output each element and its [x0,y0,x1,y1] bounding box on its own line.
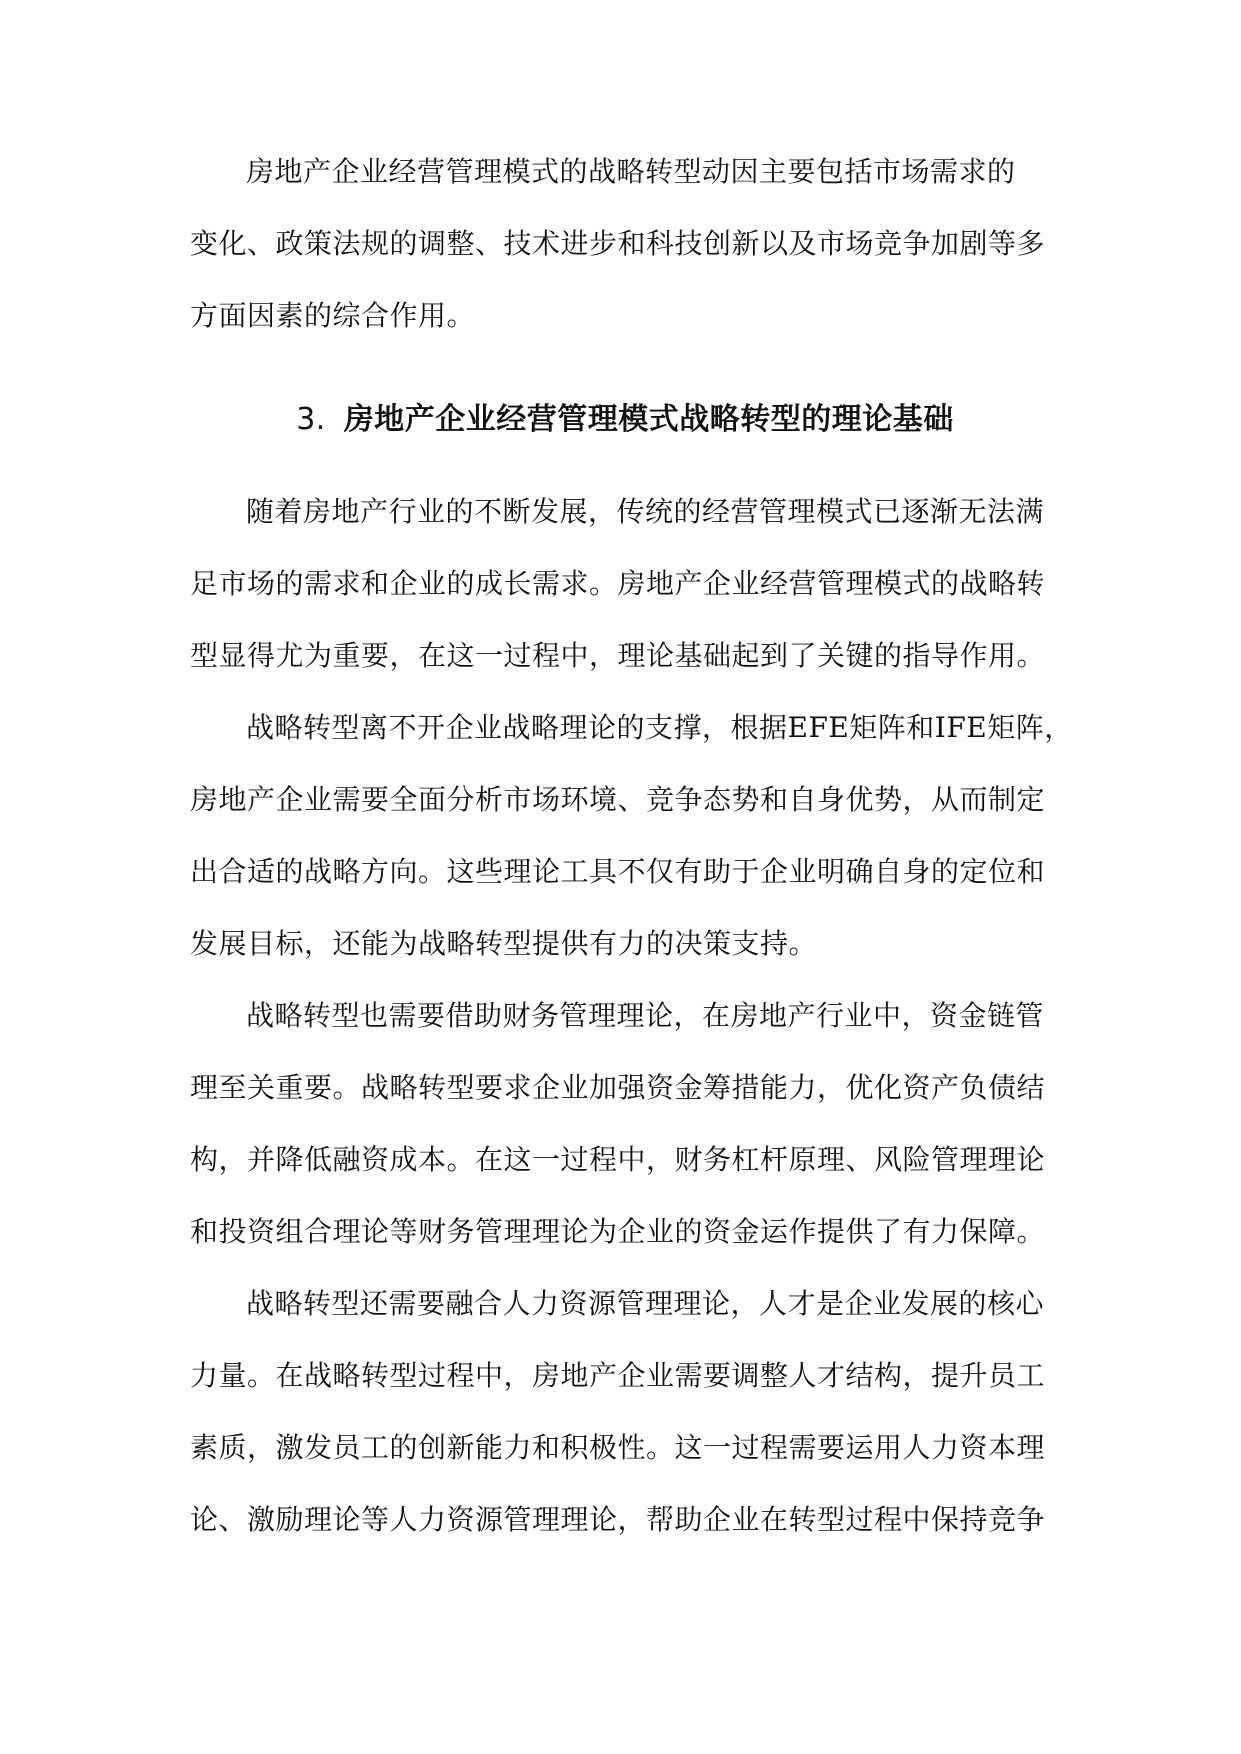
text-line: 和投资组合理论等财务管理理论为企业的资金运作提供了有力保障。 [190,1215,1046,1248]
text-line: 房地产企业经营管理模式的战略转型动因主要包括市场需求的 [246,155,1016,188]
text-line: 房地产企业需要全面分析市场环境、竞争态势和自身优势，从而制定 [190,783,1046,816]
paragraph-2 [190,692,1073,980]
paragraph-4 [190,1268,1060,1556]
text-line: 力量。在战略转型过程中，房地产企业需要调整人才结构，提升员工 [190,1359,1046,1392]
section-number: 3. [296,402,326,437]
text-line: 发展目标，还能为战略转型提供有力的决策支持。 [190,927,818,960]
text-line: 出合适的战略方向。这些理论工具不仅有助于企业明确自身的定位和 [190,855,1046,888]
text-line: 素质，激发员工的创新能力和积极性。这一过程需要运用人力资本理 [190,1431,1046,1464]
text-line: 变化、政策法规的调整、技术进步和科技创新以及市场竞争加剧等多 [190,227,1046,260]
text-line: 理至关重要。战略转型要求企业加强资金筹措能力，优化资产负债结 [190,1071,1046,1104]
text-line: 足市场的需求和企业的成长需求。房地产企业经营管理模式的战略转 [190,567,1046,600]
text-line: 论、激励理论等人力资源管理理论，帮助企业在转型过程中保持竞争 [190,1503,1046,1536]
text-line: 随着房地产行业的不断发展，传统的经营管理模式已逐渐无法满 [246,495,1045,528]
section-title: 房地产企业经营管理模式战略转型的理论基础 [343,402,954,437]
paragraph-1 [190,476,1060,692]
text-line: 构，并降低融资成本。在这一过程中，财务杠杆原理、风险管理理论 [190,1143,1046,1176]
paragraph-intro [190,136,1060,352]
text-line: 战略转型离不开企业战略理论的支撑，根据EFE矩阵和IFE矩阵， [246,711,1073,744]
section-heading [190,398,1060,442]
text-line: 战略转型也需要借助财务管理理论，在房地产行业中，资金链管 [246,999,1045,1032]
text-line: 战略转型还需要融合人力资源管理理论，人才是企业发展的核心 [246,1287,1045,1320]
text-line: 型显得尤为重要，在这一过程中，理论基础起到了关键的指导作用。 [190,639,1046,672]
paragraph-3 [190,980,1060,1268]
document-body [190,136,1073,1556]
text-line: 方面因素的综合作用。 [190,299,476,332]
